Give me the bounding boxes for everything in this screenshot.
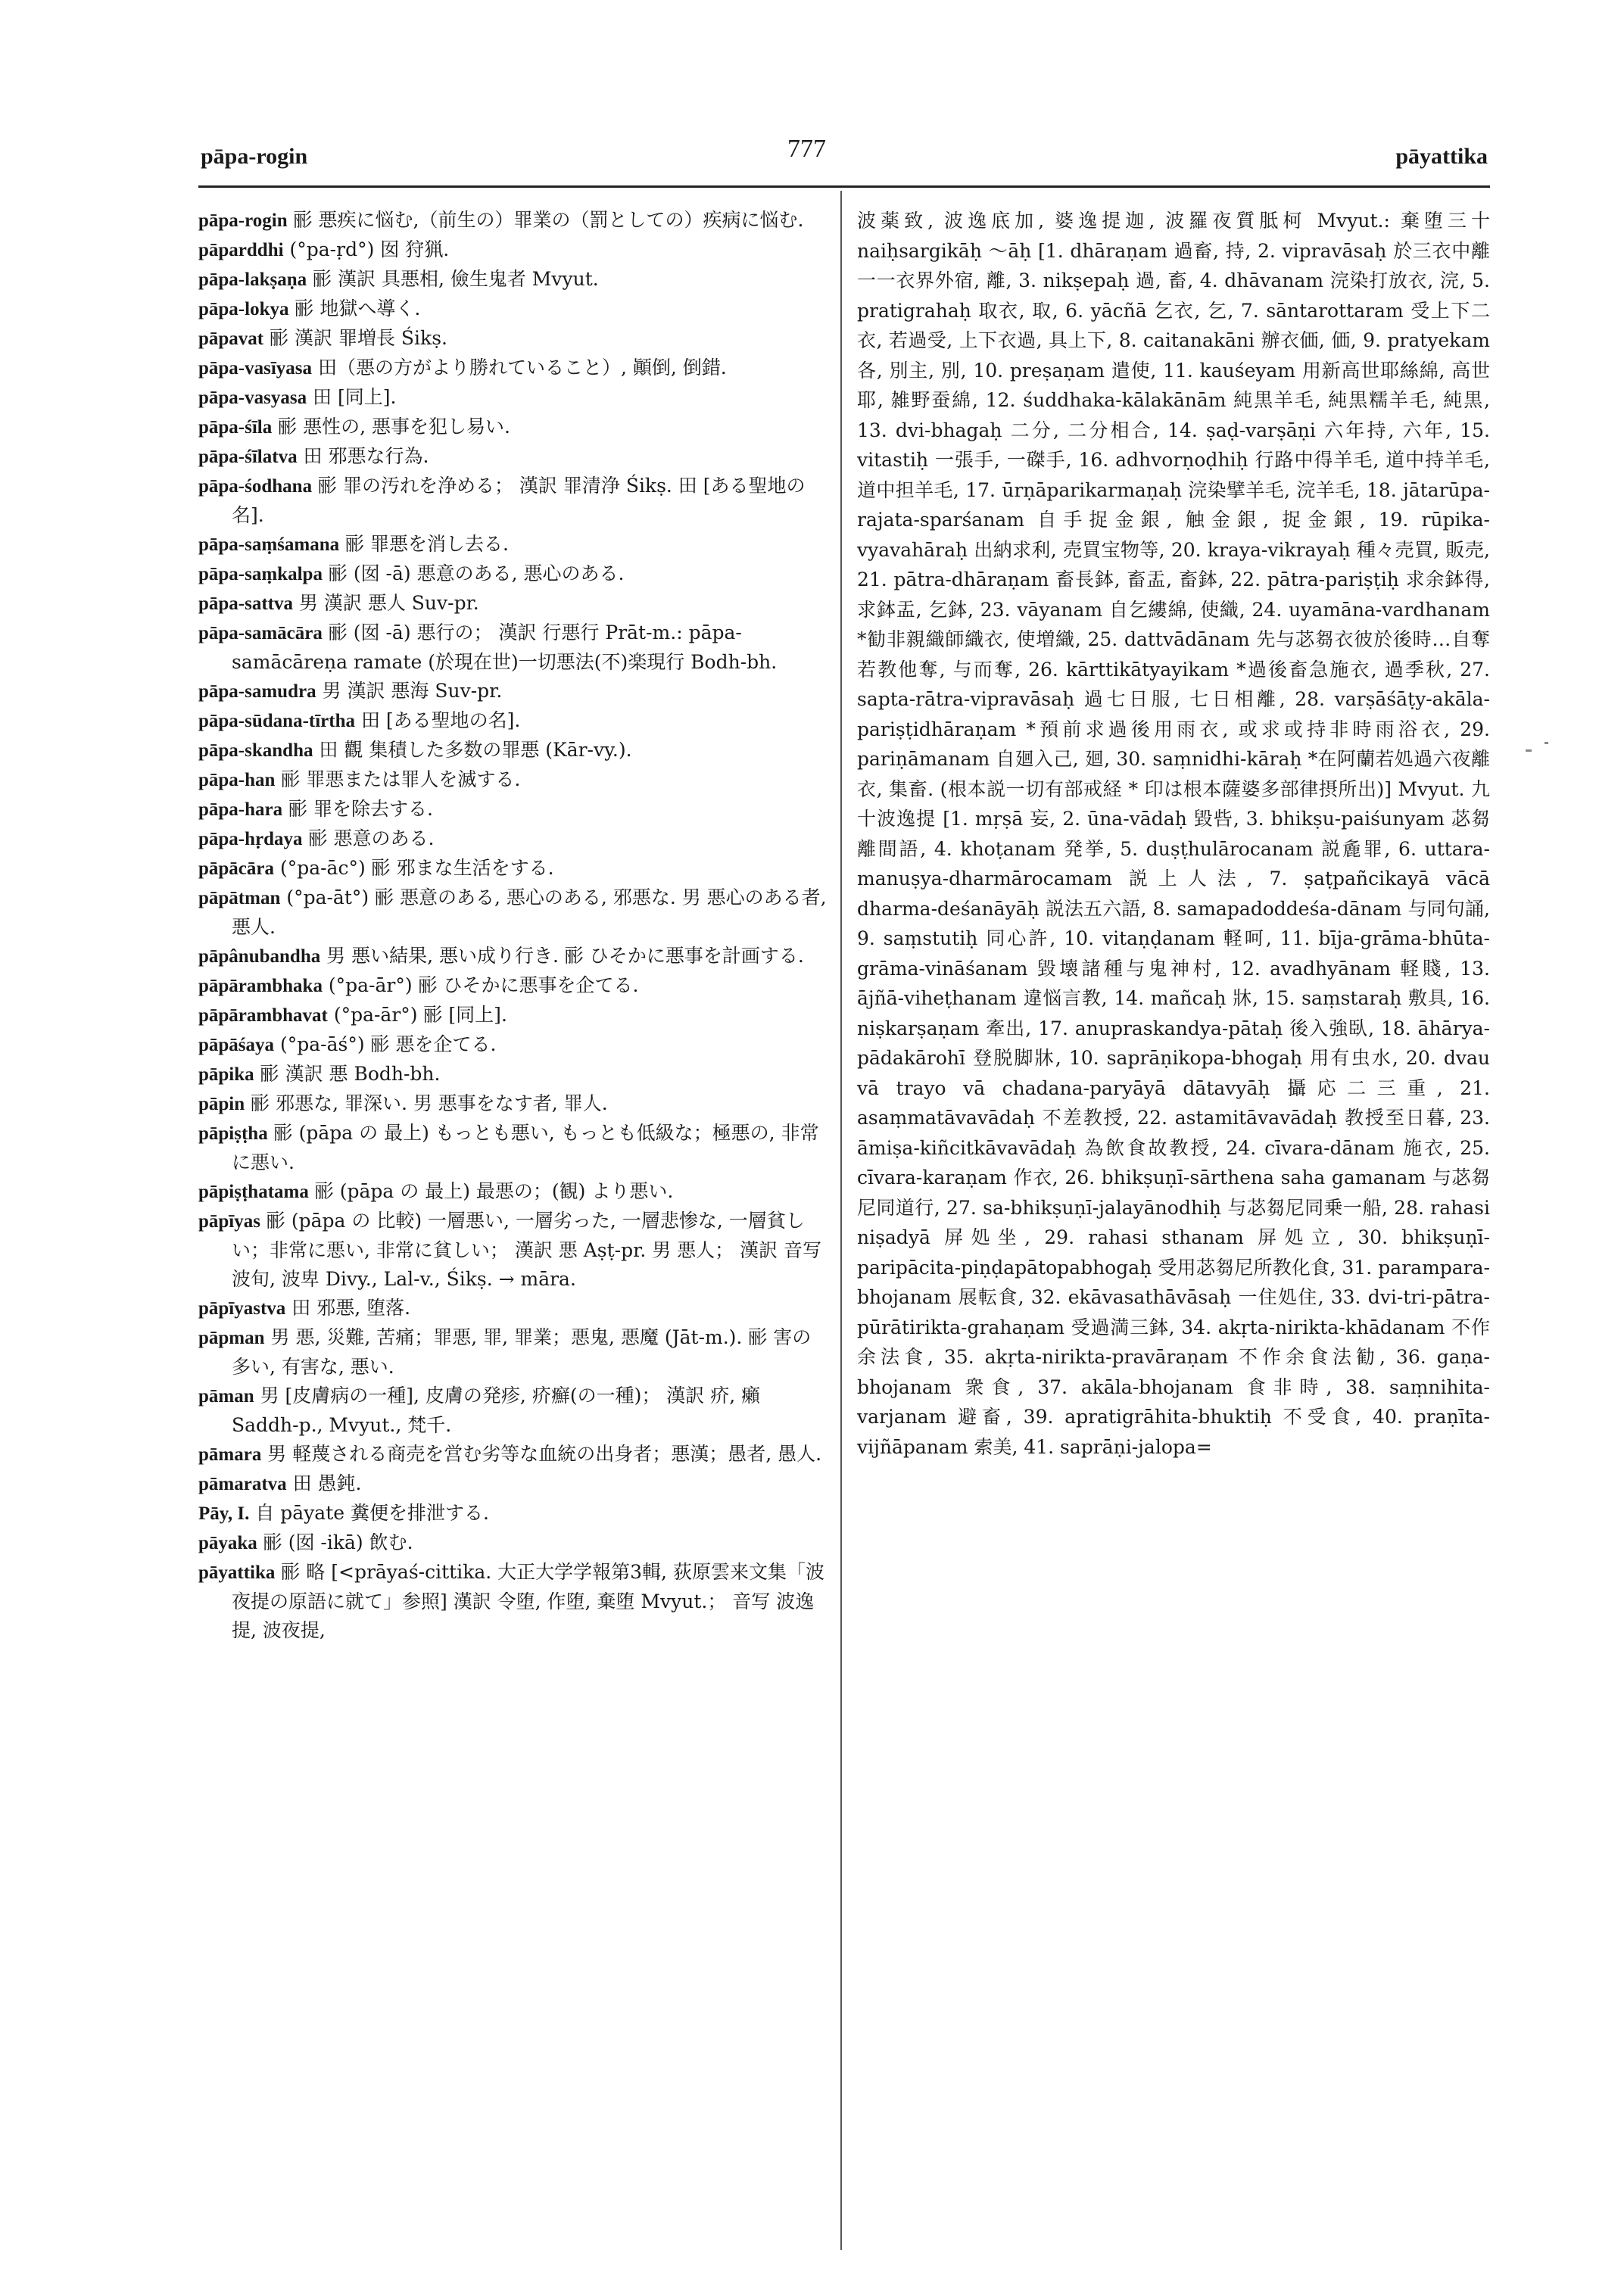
definition: 彨 (囡 -ikā) 飲む. <box>257 1531 413 1553</box>
definition: 男 [皮膚病の一種], 皮膚の発疹, 疥癬(の一種)； 漢訳 疥, 癩 Saddh-p., Mvyut., 梵千. <box>232 1385 761 1436</box>
entry <box>198 618 827 677</box>
page-number: 777 <box>787 135 826 163</box>
definition: 田 [ある聖地の名]. <box>355 709 521 731</box>
entry <box>198 206 827 235</box>
entry <box>198 589 827 618</box>
entry <box>198 530 827 559</box>
headword: pāpavat <box>198 329 264 349</box>
entry <box>198 795 827 824</box>
headword: pāpārambhavat <box>198 1005 328 1026</box>
definition: 彨 (pāpa の 最上) 最悪の；(観) より悪い. <box>308 1180 674 1202</box>
headword: pāpa-śīlatva <box>198 447 298 467</box>
definition: 彨 漢訳 悪 Bodh-bh. <box>254 1063 441 1085</box>
definition: 彨 悪意のある. <box>302 827 435 849</box>
entry <box>198 1060 827 1089</box>
definition: 彨 地獄へ導く. <box>288 298 421 319</box>
headword: pāpācāra <box>198 858 274 879</box>
entry <box>198 354 827 383</box>
entry <box>198 677 827 706</box>
definition: 田 邪悪な行為. <box>297 445 429 467</box>
left-column <box>198 206 827 2250</box>
entry <box>198 1207 827 1294</box>
running-head-right: pāyattika <box>1395 144 1488 169</box>
definition: 彨 悪疾に悩む,（前生の）罪業の（罰としての）疾病に悩む. <box>287 209 804 231</box>
headword: pāpa-śīla <box>198 417 273 438</box>
headword: pāpa-śodhana <box>198 476 313 497</box>
entry <box>198 383 827 413</box>
headword: Pāy, I. <box>198 1503 250 1524</box>
headword: pāpa-sūdana-tīrtha <box>198 711 355 731</box>
definition: 田 邪悪, 堕落. <box>285 1297 411 1319</box>
definition: 男 漢訳 悪海 Suv-pr. <box>316 680 503 702</box>
headword: pāpa-skandha <box>198 740 313 761</box>
entry <box>198 1177 827 1207</box>
headword: pāpa-hṛdaya <box>198 829 303 849</box>
definition: 男 悪, 災難, 苦痛；罪悪, 罪, 罪業；悪鬼, 悪魔 (Jāt-m.). 彨 害の多い, 有害な, 悪い. <box>232 1326 812 1378</box>
entry <box>198 1499 827 1528</box>
headword: pāparddhi <box>198 240 284 260</box>
scan-speck <box>1526 749 1532 752</box>
definition: 田 [同上]. <box>307 386 397 408</box>
definition: 田 愚鈍. <box>286 1472 362 1494</box>
headword: pāpa-lakṣaṇa <box>198 269 307 290</box>
headword: pāman <box>198 1386 254 1407</box>
headword: pāpa-hara <box>198 799 283 820</box>
definition: 彨 罪悪を消し去る. <box>339 533 509 555</box>
headword: pāpa-saṃkalpa <box>198 564 323 584</box>
entry <box>198 736 827 765</box>
running-head <box>0 135 1624 180</box>
definition: 彨 (pāpa の 最上) もっとも悪い, もっとも低級な；極悪の, 非常に悪い. <box>232 1122 819 1173</box>
headword: pāpa-rogin <box>198 210 288 231</box>
headword: pāpa-sattva <box>198 594 294 614</box>
definition: 彨 漢訳 具悪相, 儉生鬼者 Mvyut. <box>307 268 599 290</box>
continuation-text: 波薬致, 波逸底加, 婆逸提迦, 波羅夜質胝柯 Mvyut.: 棄堕三十 naiḥsargikāḥ ～āḥ [1. dhāraṇam 過畜, 持, 2. vipravāsaḥ 於三衣中離一一衣界外宿, 離, 3. nikṣepaḥ 過, 畜, 4. dhāvanam 浣染打放衣, 浣, 5. pratigrahaḥ 取衣, 取, 6. yācñā 乞衣, 乞, 7. sāntarottaram 受上下二衣, 若過受, 上下衣過, 具上下, 8. caitanakāni 辦衣価, 価, 9. pratyekam 各, 別主, 別, 10. preṣaṇam 遣使, 11. kauśeyam 用新高世耶絲綿, 高世耶, 雑野蚕綿, 12. śuddhaka-kālakānām 純黒羊毛, 純黒糯羊毛, 純黒, 13. dvi-bhagaḥ 二分, 二分相合, 14. ṣaḍ-varṣāṇi 六年持, 六年, 15. vitastiḥ 一張手, 一磔手, 16. adhvorṇoḍhiḥ 行路中得羊毛, 道中持羊毛, 道中担羊毛, 17. ūrṇāparikarmaṇaḥ 浣染擘羊毛, 浣羊毛, 18. jātarūpa-rajata-sparśanam 自手捉金銀, 触金銀, 捉金銀, 19. rūpika-vyavahāraḥ 出納求利, 売買宝物等, 20. kraya-vikrayaḥ 種々売買, 販売, 21. pātra-dhāraṇam 畜長鉢, 畜盂, 畜鉢, 22. pātra-pariṣṭiḥ 求余鉢得, 求鉢盂, 乞鉢, 23. vāyanam 自乞縷綿, 使織, 24. uyamāna-vardhanam *勧非親織師織衣, 使増織, 25. dattvādānam 先与苾芻衣彼於後時…自奪若教他奪, 与而奪, 26. kārttikātyayikam *過後畜急施衣, 過季秋, 27. sapta-rātra-vipravāsaḥ 過七日服, 七日相離, 28. varṣāśāṭy-akāla-pariṣṭidhāraṇam *預前求過後用雨衣, 或求或持非時雨浴衣, 29. pariṇāmanam 自廻入己, 廻, 30. saṃnidhi-kāraḥ *在阿蘭若処過六夜離衣, 集畜. (根本説一切有部戒経 * 印は根本薩婆多部律摂所出)] Mvyut. 九十波逸提 [1. mṛṣā 妄, 2. ūna-vādaḥ 毀呰, 3. bhikṣu-paiśunyam 苾芻離間語, 4. khoṭanam 発挙, 5. duṣṭhulārocanam 説麁罪, 6. uttara-manuṣya-dharmārocamam 説上人法, 7. ṣaṭpañcikayā vācā dharma-deśanāyāḥ 説法五六語, 8. samapadoddeśa-dānam 与同句誦, 9. saṃstutiḥ 同心許, 10. vitaṇḍanam 軽呵, 11. bīja-grāma-bhūta-grāma-vināśanam 毀壊諸種与鬼神村, 12. avadhyānam 軽賤, 13. ājñā-viheṭhanam 違悩言教, 14. mañcaḥ 牀, 15. saṃstaraḥ 敷具, 16. niṣkarṣaṇam 牽出, 17. anupraskandya-pātaḥ 後入強臥, 18. āhārya-pādakārohī 登脱脚牀, 10. saprāṇikopa-bhogaḥ 用有虫水, 20. dvau vā trayo vā chadana-paryāyā dātavyāḥ 攝応二三重, 21. asaṃmatāvavādaḥ 不差教授, 22. astamitāvavādaḥ 教授至日暮, 23. āmiṣa-kiñcitkāvavādaḥ 為飲食故教授, 24. cīvara-dānam 施衣, 25. cīvara-karaṇam 作衣, 26. bhikṣuṇī-sārthena saha gamanam 与苾芻尼同道行, 27. sa-bhikṣuṇī-jalayānodhiḥ 与苾芻尼同乗一船, 28. rahasi niṣadyā 屏処坐, 29. rahasi sthanam 屏処立, 30. bhikṣuṇī-paripācita-piṇḍapātopabhogaḥ 受用苾芻尼所教化食, 31. parampara-bhojanam 展転食, 32. ekāvasathāvāsaḥ 一住処住, 33. dvi-tri-pātra-pūrātirikta-grahaṇam 受過満三鉢, 34. akṛta-nirikta-khādanam 不作余法食, 35. akṛta-nirikta-pravāraṇam 不作余食法勧, 36. gaṇa-bhojanam 衆食, 37. akāla-bhojanam 食非時, 38. saṃnihita-varjanam 避畜, 39. apratigrāhita-bhuktiḥ 不受食, 40. praṇīta-vijñāpanam 索美, 41. saprāṇi-jalopa= <box>857 210 1490 1458</box>
entry <box>198 824 827 854</box>
entry <box>198 1382 827 1440</box>
definition: 田 觀 集積した多数の罪悪 (Kār-vy.). <box>313 739 632 761</box>
headword: pāpika <box>198 1064 254 1085</box>
entry <box>198 854 827 883</box>
headword: pāpīyastva <box>198 1298 286 1319</box>
entry <box>198 765 827 795</box>
entry <box>198 1294 827 1323</box>
entry <box>198 235 827 265</box>
headword: pāpa-vasīyasa <box>198 358 313 379</box>
definition: 男 漢訳 悪人 Suv-pr. <box>293 592 479 614</box>
headword: pāpin <box>198 1094 245 1114</box>
headword: pāpārambhaka <box>198 976 323 996</box>
definition: (°pa-ār°) 彨 ひそかに悪事を企てる. <box>322 974 639 996</box>
entry <box>198 472 827 530</box>
scan-speck <box>1545 742 1548 744</box>
headword: pāpa-saṃśamana <box>198 534 340 555</box>
entry <box>198 1001 827 1030</box>
headword: pāyattika <box>198 1562 276 1583</box>
definition: 男 悪い結果, 悪い成り行き. 彨 ひそかに悪事を計画する. <box>320 945 804 967</box>
entry <box>198 1528 827 1558</box>
headword: pāpīyas <box>198 1211 260 1232</box>
definition: 自 pāyate 糞便を排泄する. <box>249 1502 489 1524</box>
entry <box>198 559 827 589</box>
entry <box>198 1558 827 1645</box>
definition: 彨 (pāpa の 比較) 一層悪い, 一層劣った, 一層悲惨な, 一層貧しい；非常に悪い, 非常に貧しい； 漢訳 悪 Aṣṭ-pr. 男 悪人； 漢訳 音写 波旬, 波卑 Divy., Lal-v., Śikṣ. → māra. <box>232 1210 822 1290</box>
headword: pāpātman <box>198 888 281 908</box>
definition: 彨 罪を除去する. <box>282 798 433 820</box>
column-divider <box>840 191 842 2250</box>
entry <box>198 265 827 294</box>
headword: pāpa-samudra <box>198 681 316 702</box>
definition: 彨 漢訳 罪増長 Śikṣ. <box>263 327 447 349</box>
running-head-left: pāpa-rogin <box>201 144 308 169</box>
entry <box>198 706 827 736</box>
definition: (°pa-āc°) 彨 邪まな生活をする. <box>274 857 554 879</box>
headword: pāpânubandha <box>198 946 321 967</box>
entry <box>198 294 827 324</box>
headword: pāpiṣṭhatama <box>198 1182 309 1202</box>
entry <box>198 324 827 354</box>
entry <box>198 1119 827 1177</box>
headword: pāpa-han <box>198 770 276 790</box>
entry <box>198 1323 827 1382</box>
definition: 彨 邪悪な, 罪深い. 男 悪事をなす者, 罪人. <box>245 1092 608 1114</box>
headword: pāpa-vasyasa <box>198 388 307 408</box>
headword: pāpa-lokya <box>198 299 289 319</box>
entry <box>198 413 827 442</box>
definition: (°pa-ṛd°) 囡 狩猟. <box>283 238 450 260</box>
definition: 男 軽蔑される商売を営む劣等な血統の出身者；悪漢；愚者, 愚人. <box>261 1443 822 1465</box>
header-rule <box>198 185 1490 188</box>
definition: (°pa-āś°) 彨 悪を企てる. <box>274 1033 497 1055</box>
entry <box>198 1440 827 1469</box>
definition: 彨 (囡 -ā) 悪行の； 漢訳 行悪行 Prāt-m.: pāpa-samācāreṇa ramate (於現在世)一切悪法(不)楽現行 Bodh-bh. <box>232 622 778 673</box>
definition: (°pa-ār°) 彨 [同上]. <box>327 1004 507 1026</box>
headword: pāpiṣṭha <box>198 1123 268 1144</box>
entry <box>198 1089 827 1119</box>
definition: 彨 (囡 -ā) 悪意のある, 悪心のある. <box>322 562 625 584</box>
definition: 彨 罪悪または罪人を滅する. <box>275 768 521 790</box>
headword: pāmara <box>198 1444 262 1465</box>
entry <box>198 1469 827 1499</box>
entry <box>198 442 827 472</box>
entry <box>198 1030 827 1060</box>
headword: pāmaratva <box>198 1474 287 1494</box>
definition: 彨 罪の汚れを浄める； 漢訳 罪清浄 Śikṣ. 田 [ある聖地の名]. <box>232 475 806 526</box>
entry <box>198 942 827 971</box>
right-column <box>857 206 1490 2250</box>
headword: pāpa-samācāra <box>198 623 323 643</box>
entry <box>198 971 827 1001</box>
definition: 田（悪の方がより勝れていること）, 顚倒, 倒錯. <box>312 357 727 379</box>
headword: pāpāśaya <box>198 1035 275 1055</box>
entry <box>198 883 827 942</box>
headword: pāyaka <box>198 1533 257 1553</box>
definition: 彨 悪性の, 悪事を犯し易い. <box>272 416 511 438</box>
definition: (°pa-āt°) 彨 悪意のある, 悪心のある, 邪悪な. 男 悪心のある者, 悪人. <box>232 886 827 938</box>
definition: 彨 略 [<prāyaś-cittika. 大正大学学報第3輯, 荻原雲来文集「波夜提の原語に就て」参照] 漢訳 令堕, 作堕, 棄堕 Mvyut.； 音写 波逸提, 波夜提, <box>232 1561 824 1641</box>
headword: pāpman <box>198 1328 265 1348</box>
